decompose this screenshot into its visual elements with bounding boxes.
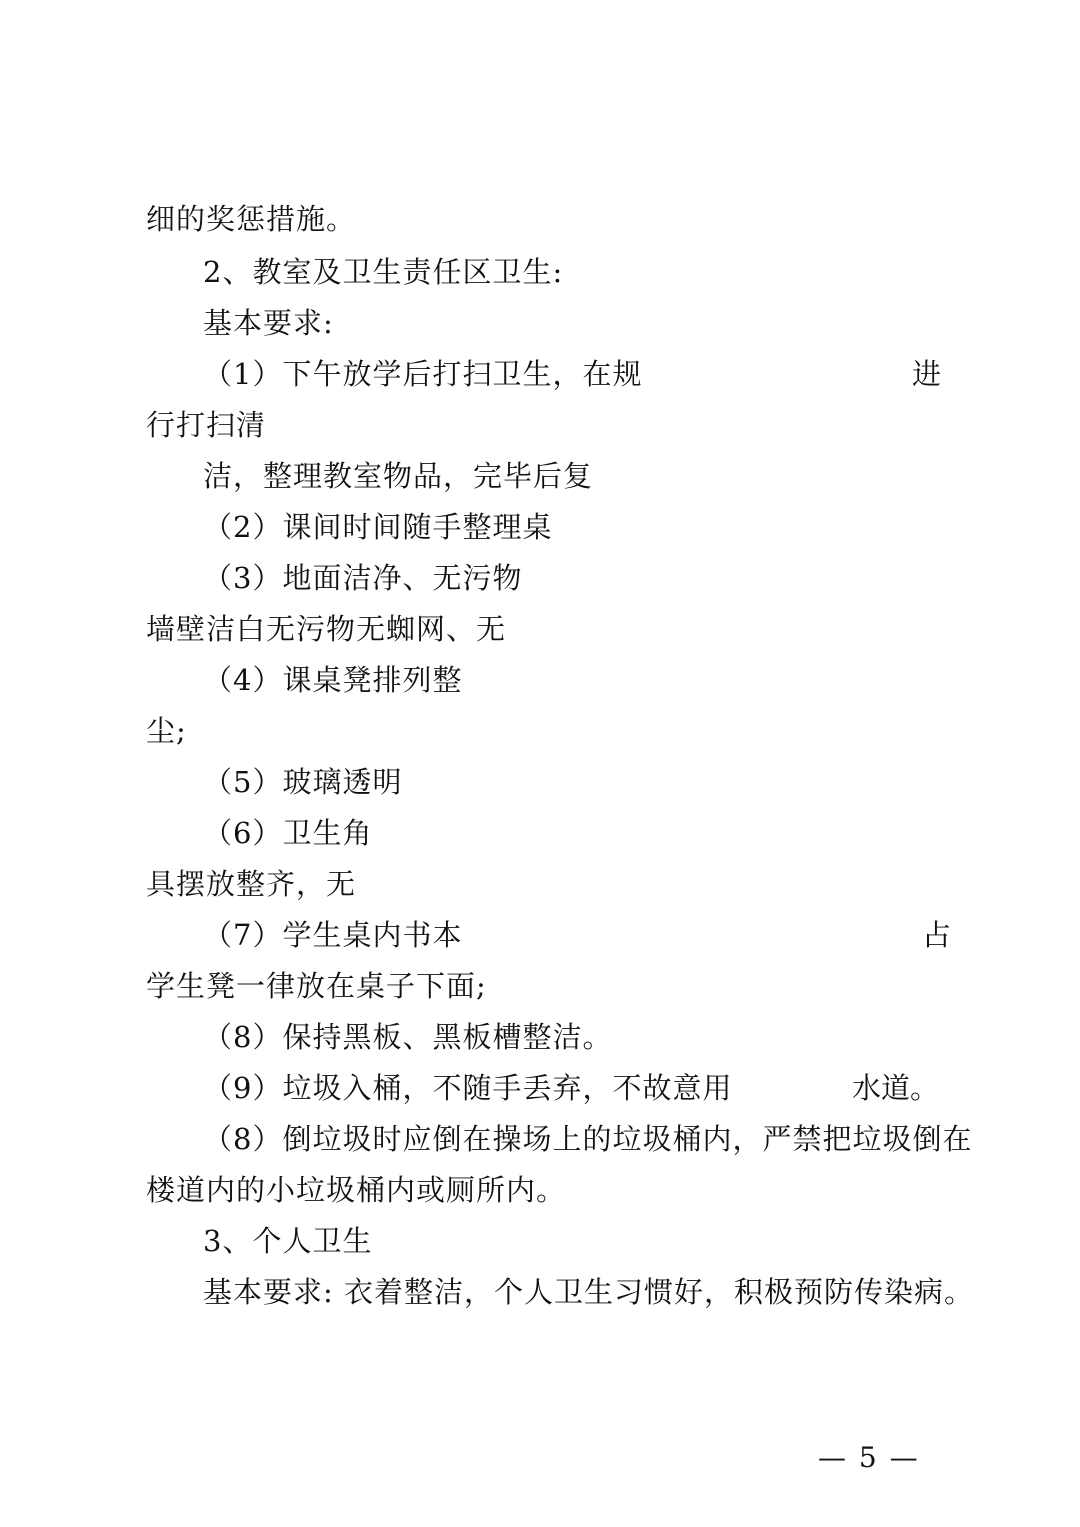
text-line-item-8: （8）保持黑板、黑板槽整洁。 xyxy=(203,1020,613,1054)
text-line-1: 细的奖惩措施。 xyxy=(146,202,357,236)
text-line-item-5: （5）玻璃透明 xyxy=(203,765,403,799)
text-line-item-4: （4）课桌凳排列整 xyxy=(203,663,463,697)
text-line-item-1-cont2: 洁，整理教室物品，完毕后复 xyxy=(203,459,594,493)
text-line-item-6: （6）卫生角 xyxy=(203,816,373,850)
text-line-basic-requirements: 基本要求: xyxy=(203,306,334,340)
text-line-item-3: （3）地面洁净、无污物 xyxy=(203,561,523,595)
text-line-item-8b-cont: 楼道内的小垃圾桶内或厕所内。 xyxy=(146,1173,567,1207)
page-number: — 5 — xyxy=(818,1441,920,1474)
text-fragment-item-9-end: 水道。 xyxy=(852,1071,940,1105)
text-line-item-3-cont: 墙壁洁白无污物无蜘网、无 xyxy=(146,612,507,646)
text-line-item-7-cont: 学生凳一律放在桌子下面; xyxy=(146,969,487,1003)
section-heading-2: 2、教室及卫生责任区卫生: xyxy=(203,255,564,289)
text-fragment-item-7-end: 占 xyxy=(922,918,952,952)
text-line-item-1: （1）下午放学后打扫卫生，在规 xyxy=(203,357,643,391)
text-line-personal-hygiene: 基本要求: 衣着整洁，个人卫生习惯好，积极预防传染病。 xyxy=(203,1275,974,1309)
text-fragment-item-1-end: 进 xyxy=(912,357,942,391)
text-line-item-9: （9）垃圾入桶，不随手丢弃，不故意用 xyxy=(203,1071,733,1105)
text-line-item-1-cont: 行打扫清 xyxy=(146,408,267,442)
text-line-item-2: （2）课间时间随手整理桌 xyxy=(203,510,553,544)
text-line-item-4-cont: 尘; xyxy=(146,714,187,748)
section-heading-3: 3、个人卫生 xyxy=(203,1224,373,1258)
text-line-item-7: （7）学生桌内书本 xyxy=(203,918,463,952)
text-line-item-8b: （8）倒垃圾时应倒在操场上的垃圾桶内，严禁把垃圾倒在 xyxy=(203,1122,973,1156)
text-line-item-6-cont: 具摆放整齐，无 xyxy=(146,867,357,901)
